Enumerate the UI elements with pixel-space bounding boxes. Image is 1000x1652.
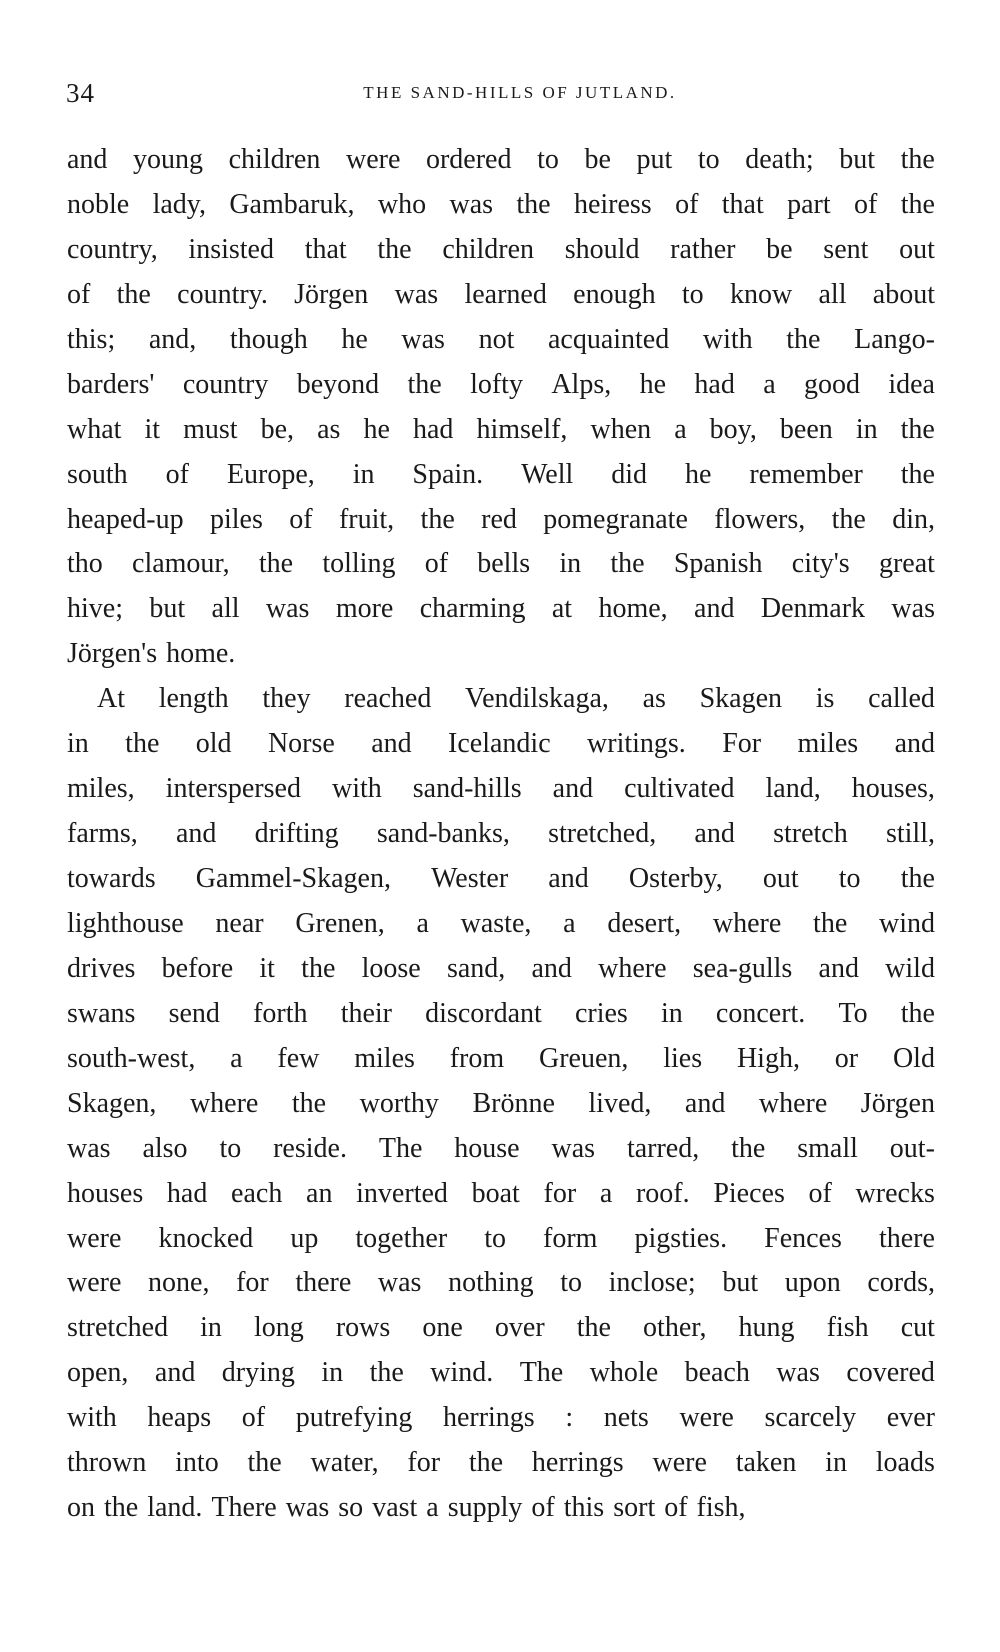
text-line: stretched in long rows one over the other, hung fish cut xyxy=(67,1312,935,1344)
text-line: At length they reached Vendilskaga, as Skagen is called xyxy=(97,683,935,715)
text-line: and young children were ordered to be put to death; but the xyxy=(67,144,935,175)
text-line: lighthouse near Grenen, a waste, a desert, where the wind xyxy=(67,907,935,939)
text-line: south-west, a few miles from Greuen, lies High, or Old xyxy=(67,1042,935,1074)
text-line: noble lady, Gambaruk, who was the heiress of that part of the xyxy=(67,188,935,220)
text-line: tho clamour, the tolling of bells in the Spanish city's great xyxy=(67,548,935,580)
text-line: swans send forth their discordant cries in concert. To the xyxy=(67,997,935,1029)
text-line: open, and drying in the wind. The whole beach was covered xyxy=(67,1357,935,1389)
text-line: south of Europe, in Spain. Well did he remember the xyxy=(67,458,935,490)
text-line: were knocked up together to form pigsties. Fences there xyxy=(67,1222,935,1254)
text-line: Skagen, where the worthy Brönne lived, and where Jörgen xyxy=(67,1087,935,1119)
text-line: with heaps of putrefying herrings : nets were scarcely ever xyxy=(67,1402,935,1434)
body-text xyxy=(67,138,935,1531)
paragraph xyxy=(67,677,935,1531)
text-line: farms, and drifting sand-banks, stretched, and stretch still, xyxy=(67,818,935,850)
text-line: in the old Norse and Icelandic writings. For miles and xyxy=(67,728,935,760)
text-line: hive; but all was more charming at home, and Denmark was xyxy=(67,593,935,625)
text-line: barders' country beyond the lofty Alps, he had a good idea xyxy=(67,368,935,400)
text-line: what it must be, as he had himself, when a boy, been in the xyxy=(67,413,935,445)
text-line: Jörgen's home. xyxy=(67,638,236,670)
text-line: drives before it the loose sand, and where sea-gulls and wild xyxy=(67,952,935,984)
text-line: towards Gammel-Skagen, Wester and Osterby, out to the xyxy=(67,863,935,894)
text-line: was also to reside. The house was tarred, the small out- xyxy=(67,1132,935,1164)
running-title: THE SAND-HILLS OF JUTLAND. xyxy=(363,83,677,102)
text-line: thrown into the water, for the herrings were taken in loads xyxy=(67,1447,935,1479)
text-line: houses had each an inverted boat for a roof. Pieces of wrecks xyxy=(67,1177,935,1209)
paragraph xyxy=(67,138,935,677)
page-header xyxy=(66,78,934,108)
text-line: were none, for there was nothing to inclose; but upon cords, xyxy=(67,1267,935,1299)
text-line: on the land. There was so vast a supply of this sort of fish, xyxy=(67,1492,746,1524)
text-line: of the country. Jörgen was learned enough to know all about xyxy=(67,278,935,310)
text-line: heaped-up piles of fruit, the red pomegranate flowers, the din, xyxy=(67,503,935,535)
text-line: country, insisted that the children should rather be sent out xyxy=(67,233,935,265)
page-number: 34 xyxy=(66,78,95,108)
text-line: miles, interspersed with sand-hills and cultivated land, houses, xyxy=(67,773,935,805)
text-line: this; and, though he was not acquainted with the Lango- xyxy=(67,323,935,355)
